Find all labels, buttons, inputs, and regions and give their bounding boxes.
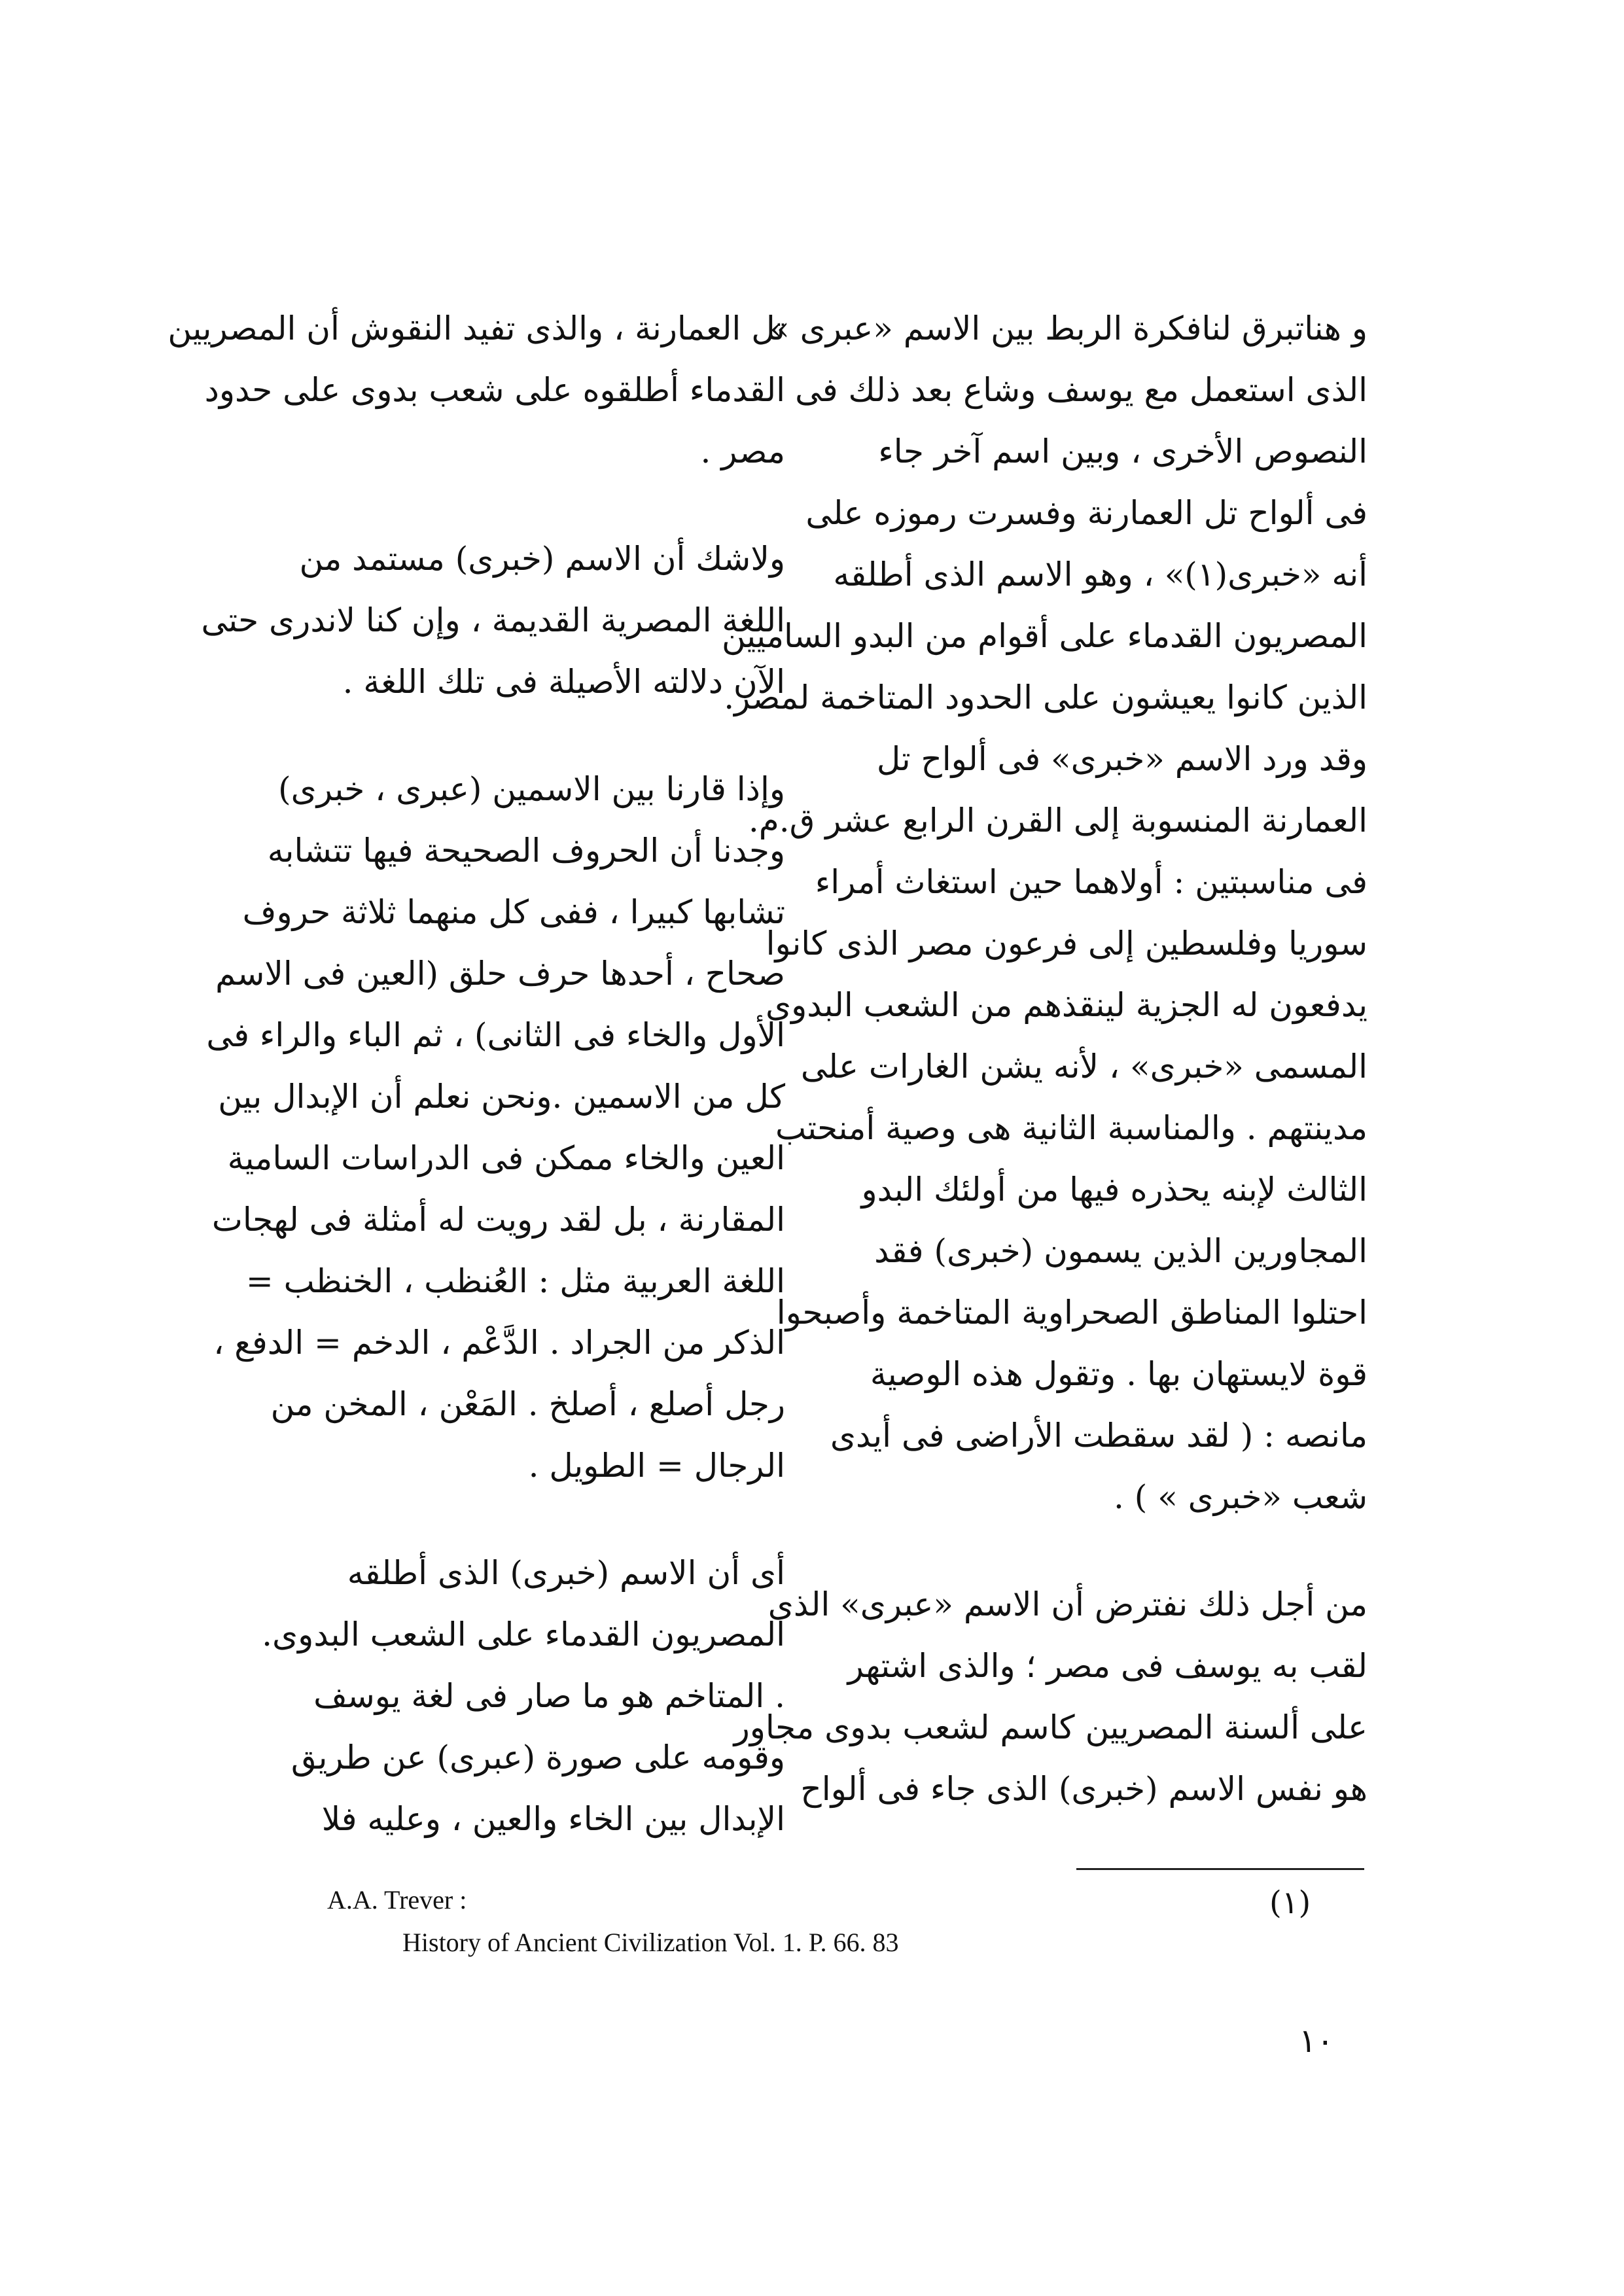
text-line: المصريون القدماء على أقوام من البدو الساميين <box>722 617 1368 655</box>
text-line: لقب به يوسف فى مصر ؛ والذى اشتهر <box>847 1647 1368 1685</box>
paragraph <box>722 298 1368 1528</box>
text-line: وقد ورد الاسم «خبرى» فى ألواح تل <box>876 740 1368 778</box>
text-line: شعب «خبرى » ) . <box>1114 1478 1368 1516</box>
paragraph <box>168 298 785 482</box>
text-line: العين والخاء ممكن فى الدراسات السامية <box>227 1139 785 1177</box>
text-line: المجاورين الذين يسمون (خبرى) فقد <box>874 1232 1368 1270</box>
text-line: وإذا قارنا بين الاسمين (عبرى ، خبرى) <box>278 770 785 808</box>
text-line: الذكر من الجراد . الدَّعْم ، الدخم = الدفع ، <box>213 1324 785 1362</box>
text-line: كل من الاسمين .ونحن نعلم أن الإبدال بين <box>218 1078 785 1116</box>
paragraph <box>262 1542 785 1850</box>
text-line: رجل أصلع ، أصلخ . المَعْن ، المخن من <box>270 1385 785 1423</box>
text-line: على ألسنة المصريين كاسم لشعب بدوى مجاور <box>733 1708 1368 1746</box>
left-column <box>168 298 785 1896</box>
text-line: النصوص الأخرى ، وبين اسم آخر جاء <box>878 433 1368 470</box>
text-line: المسمى «خبرى» ، لأنه يشن الغارات على <box>800 1048 1368 1086</box>
text-line: من أجل ذلك نفترض أن الاسم «عبرى» الذى <box>768 1585 1368 1623</box>
text-line: القدماء أطلقوه على شعب بدوى على حدود <box>204 371 785 409</box>
page-number: ١٠ <box>1299 2022 1334 2060</box>
text-line: مصر . <box>700 433 785 470</box>
text-line: قوة لايستهان بها . وتقول هذه الوصية <box>870 1355 1368 1393</box>
paragraph <box>733 1574 1368 1820</box>
footnote-number: (١) <box>1269 1884 1311 1921</box>
text-line: المقارنة ، بل لقد رويت له أمثلة فى لهجات <box>211 1201 785 1239</box>
footnote-rule <box>1076 1868 1364 1870</box>
text-line: المصريون القدماء على الشعب البدوى. <box>262 1616 785 1653</box>
text-line: أى أن الاسم (خبرى) الذى أطلقه <box>347 1554 785 1592</box>
paragraph <box>206 758 785 1496</box>
text-line: ولاشك أن الاسم (خبرى) مستمد من <box>299 540 785 578</box>
text-line: وجدنا أن الحروف الصحيحة فيها تتشابه <box>267 832 785 870</box>
text-line: اللغة المصرية القديمة ، وإن كنا لاندرى حتى <box>201 601 785 639</box>
footnote-title: History of Ancient Civilization Vol. 1. P. 66. 83 <box>402 1928 899 1957</box>
text-line: مدينتهم . والمناسبة الثانية هى وصية أمنحتب <box>775 1109 1368 1147</box>
text-line: الآن دلالته الأصيلة فى تلك اللغة . <box>342 663 785 701</box>
text-line: فى مناسبتين : أولاهما حين استغاث أمراء <box>815 863 1368 901</box>
text-line: الذى استعمل مع يوسف وشاع بعد ذلك فى <box>795 371 1368 409</box>
text-line: الذين كانوا يعيشون على الحدود المتاخمة لمصر. <box>724 679 1368 716</box>
text-line: وقومه على صورة (عبرى) عن طريق <box>291 1739 785 1776</box>
text-line: احتلوا المناطق الصحراوية المتاخمة وأصبحوا <box>776 1294 1368 1332</box>
paragraph <box>201 528 785 713</box>
text-line: فى ألواح تل العمارنة وفسرت رموزه على <box>805 494 1368 532</box>
text-line: صحاح ، أحدها حرف حلق (العين فى الاسم <box>215 955 785 993</box>
text-line: يدفعون له الجزية لينقذهم من الشعب البدوى <box>766 986 1368 1024</box>
text-line: . المتاخم هو ما صار فى لغة يوسف <box>313 1677 785 1715</box>
text-line: أنه «خبرى(١)» ، وهو الاسم الذى أطلقه <box>833 556 1368 593</box>
text-line: و هناتبرق لنافكرة الربط بين الاسم «عبرى » <box>769 309 1368 347</box>
right-column <box>722 298 1368 1865</box>
text-line: تل العمارنة ، والذى تفيد النقوش أن المصريين <box>168 309 785 347</box>
text-line: العمارنة المنسوبة إلى القرن الرابع عشر ق.م. <box>748 802 1368 839</box>
text-line: مانصه : ( لقد سقطت الأراضى فى أيدى <box>830 1417 1368 1455</box>
text-line: سوريا وفلسطين إلى فرعون مصر الذى كانوا <box>766 925 1368 963</box>
text-line: الإبدال بين الخاء والعين ، وعليه فلا <box>321 1800 785 1838</box>
footnote-author: A.A. Trever : <box>327 1885 467 1915</box>
text-line: هو نفس الاسم (خبرى) الذى جاء فى ألواح <box>800 1770 1368 1808</box>
text-line: اللغة العربية مثل : العُنظب ، الخنظب = <box>245 1262 785 1300</box>
text-line: الأول والخاء فى الثانى) ، ثم الباء والراء فى <box>206 1016 785 1054</box>
text-line: تشابها كبيرا ، ففى كل منهما ثلاثة حروف <box>242 893 785 931</box>
text-line: الرجال = الطويل . <box>528 1447 785 1485</box>
text-line: الثالث لإبنه يحذره فيها من أولئك البدو <box>861 1171 1368 1209</box>
